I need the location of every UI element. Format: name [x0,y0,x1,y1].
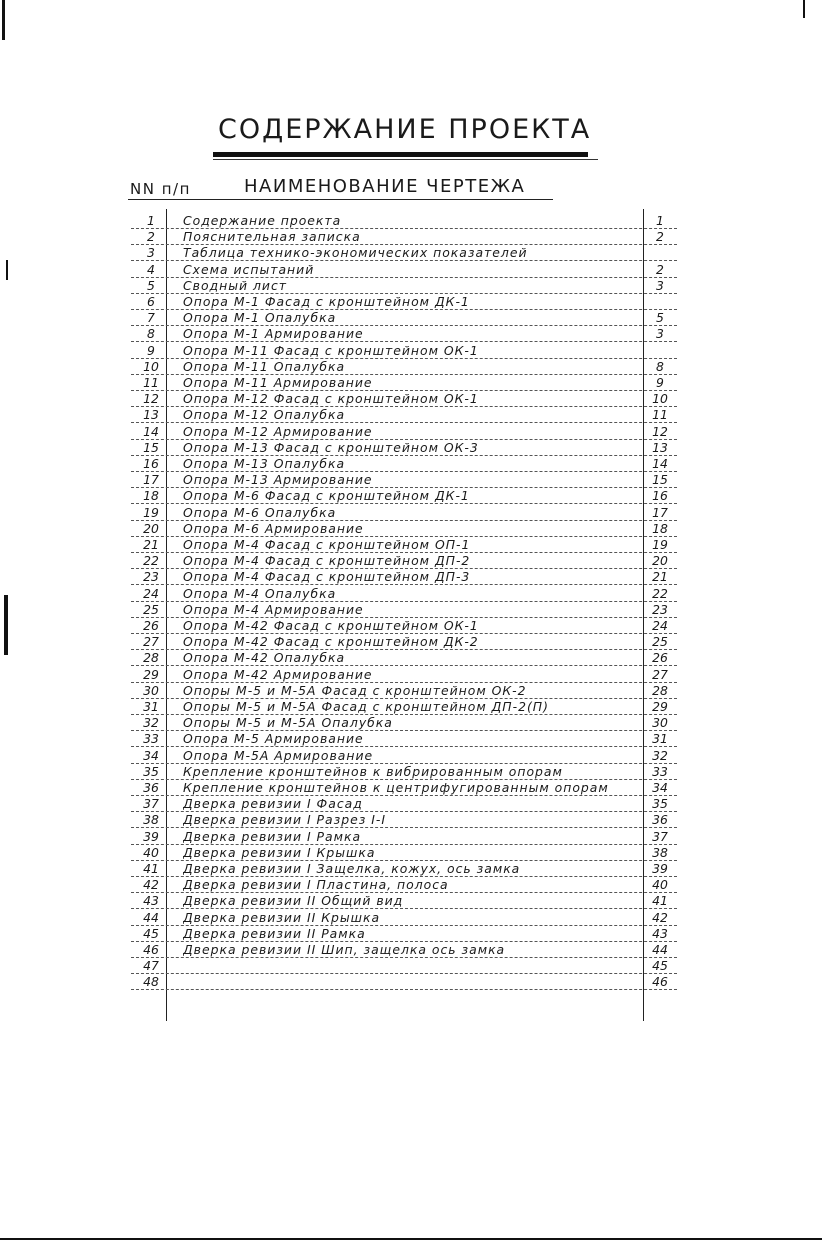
sheet-number: 26 [652,650,668,666]
table-row [131,926,677,942]
row-number: 10 [143,358,159,374]
table-row [131,780,677,796]
table-row [131,229,677,245]
header-underline [128,199,553,200]
sheet-number: 3 [656,326,664,342]
column-header-number: NN п/п [130,180,191,198]
table-row [131,845,677,861]
row-number: 40 [143,844,159,860]
sheet-number: 24 [652,618,668,633]
table-row [131,667,677,683]
drawing-title: Дверка ревизии I Защелка, кожух, ось замка [183,861,521,876]
table-row [131,650,677,666]
sheet-number: 25 [652,634,668,650]
drawing-title: Опора М-11 Опалубка [183,358,346,374]
sheet-number: 29 [652,699,668,714]
sheet-number: 19 [652,537,668,552]
sheet-number: 1 [656,213,664,228]
table-row [131,262,677,278]
drawing-title: Схема испытаний [183,261,315,277]
row-number: 46 [143,942,159,957]
table-row [131,877,677,893]
row-number: 44 [143,909,159,925]
drawing-title: Опоры М-5 и М-5А Фасад с кронштейном ОК-2 [183,682,527,698]
row-number: 30 [143,682,159,698]
row-number: 8 [147,326,155,342]
table-row [131,278,677,294]
sheet-number: 44 [652,942,668,957]
row-number: 21 [143,537,159,552]
drawing-title: Опора М-12 Фасад с кронштейном ОК-1 [183,391,479,407]
sheet-number: 20 [652,553,668,569]
table-row [131,829,677,845]
table-row [131,553,677,569]
table-row [131,424,677,440]
row-number: 28 [143,650,159,666]
row-number: 9 [147,342,155,358]
row-number: 20 [143,520,159,536]
drawing-title: Дверка ревизии II Рамка [183,925,366,941]
table-row [131,974,677,990]
drawing-title: Опора М-13 Фасад с кронштейном ОК-3 [183,439,479,455]
table-row [131,488,677,504]
sheet-number: 30 [652,715,668,731]
sheet-number: 40 [652,877,668,893]
drawing-title: Опора М-12 Армирование [183,423,373,439]
row-number: 31 [143,699,159,714]
row-number: 33 [143,731,159,747]
drawing-title: Пояснительная записка [183,229,361,245]
table-row [131,683,677,699]
table-row [131,505,677,521]
drawing-title: Опора М-1 Фасад с кронштейном ДК-1 [183,294,470,309]
row-number: 7 [147,310,155,326]
drawing-title: Опоры М-5 и М-5А Фасад с кронштейном ДП-2(П) [183,699,549,714]
row-number: 22 [143,553,159,569]
sheet-number: 32 [652,747,668,763]
drawing-title: Опора М-5 Армирование [183,731,364,747]
drawing-title: Опора М-1 Армирование [183,326,364,342]
binding-mark [4,595,8,655]
sheet-number: 34 [652,780,668,795]
drawing-title: Опора М-12 Опалубка [183,407,346,423]
sheet-number: 23 [652,601,668,617]
row-number: 14 [143,423,159,439]
sheet-number: 2 [656,229,664,245]
drawing-title: Опора М-42 Фасад с кронштейном ДК-2 [183,634,479,650]
drawing-title: Опора М-1 Опалубка [183,310,337,326]
sheet-number: 41 [652,893,668,909]
drawing-title: Дверка ревизии II Шип, защелка ось замка [183,942,506,957]
table-row [131,472,677,488]
table-row [131,326,677,342]
table-row [131,294,677,310]
sheet-number: 28 [652,682,668,698]
drawing-title: Опора М-11 Фасад с кронштейном ОК-1 [183,342,479,358]
table-row [131,602,677,618]
binding-mark [6,260,8,280]
table-row [131,310,677,326]
row-number: 18 [143,488,159,504]
sheet-number: 37 [652,828,668,844]
row-number: 43 [143,893,159,909]
row-number: 47 [143,958,159,974]
page-title: СОДЕРЖАНИЕ ПРОЕКТА [218,114,592,145]
sheet-number: 5 [656,310,664,326]
drawing-title: Сводный лист [183,277,287,293]
table-row [131,942,677,958]
row-number: 37 [143,796,159,812]
row-number: 41 [143,861,159,876]
row-number: 3 [147,245,155,261]
row-number: 6 [147,294,155,309]
table-row [131,375,677,391]
table-row [131,893,677,909]
row-number: 4 [147,261,155,277]
drawing-title: Опора М-4 Фасад с кронштейном ДП-3 [183,569,471,585]
contents-table [131,209,677,1021]
row-number: 13 [143,407,159,423]
drawing-title: Крепление кронштейнов к вибрированным опорам [183,763,563,779]
drawing-title: Опора М-42 Армирование [183,666,373,682]
drawing-title: Дверка ревизии I Рамка [183,828,362,844]
table-row [131,796,677,812]
drawing-title: Опоры М-5 и М-5А Опалубка [183,715,393,731]
sheet-number: 18 [652,520,668,536]
table-row [131,731,677,747]
drawing-title: Дверка ревизии I Крышка [183,844,376,860]
table-row [131,715,677,731]
row-number: 25 [143,601,159,617]
row-number: 11 [143,375,159,390]
table-row [131,910,677,926]
sheet-number: 27 [652,666,668,682]
table-row [131,812,677,828]
drawing-title: Дверка ревизии I Пластина, полоса [183,877,449,893]
table-row [131,618,677,634]
sheet-number: 35 [652,796,668,812]
table-row [131,456,677,472]
column-header-name: НАИМЕНОВАНИЕ ЧЕРТЕЖА [244,176,526,197]
sheet-number: 13 [652,439,668,455]
drawing-title: Содержание проекта [183,213,342,228]
drawing-title: Опора М-11 Армирование [183,375,373,390]
row-number: 48 [143,974,159,990]
sheet-number: 39 [652,861,668,876]
sheet-number: 36 [652,812,668,828]
drawing-title: Опора М-4 Фасад с кронштейном ОП-1 [183,537,471,552]
table-row [131,861,677,877]
sheet-number: 3 [656,277,664,293]
table-row [131,245,677,261]
row-number: 39 [143,828,159,844]
table-row [131,391,677,407]
table-row [131,521,677,537]
row-number: 36 [143,780,159,795]
sheet-number: 33 [652,763,668,779]
sheet-number: 14 [652,456,668,471]
sheet-number: 31 [652,731,668,747]
sheet-number: 38 [652,844,668,860]
drawing-title: Опора М-4 Армирование [183,601,364,617]
drawing-title: Опора М-6 Фасад с кронштейном ДК-1 [183,488,470,504]
sheet-number: 16 [652,488,668,504]
sheet-number: 11 [652,407,668,423]
table-row [131,343,677,359]
drawing-title: Дверка ревизии II Крышка [183,909,381,925]
table-row [131,958,677,974]
drawing-title: Дверка ревизии II Общий вид [183,893,404,909]
row-number: 27 [143,634,159,650]
table-row [131,699,677,715]
row-number: 16 [143,456,159,471]
table-row [131,537,677,553]
sheet-number: 45 [652,958,668,974]
sheet-number: 15 [652,472,668,488]
row-number: 29 [143,666,159,682]
sheet-number: 46 [652,974,668,990]
row-number: 45 [143,925,159,941]
page-border-left [2,0,5,40]
sheet-number: 8 [656,358,664,374]
page-border-bottom [0,1238,822,1240]
row-number: 42 [143,877,159,893]
row-number: 1 [147,213,155,228]
row-number: 2 [147,229,155,245]
table-row [131,748,677,764]
table-row [131,586,677,602]
drawing-title: Опора М-4 Фасад с кронштейном ДП-2 [183,553,471,569]
row-number: 35 [143,763,159,779]
sheet-number: 21 [652,569,668,585]
sheet-number: 43 [652,925,668,941]
sheet-number: 9 [656,375,664,390]
drawing-title: Опора М-42 Фасад с кронштейном ОК-1 [183,618,479,633]
sheet-number: 10 [652,391,668,407]
drawing-title: Крепление кронштейнов к центрифугированным опорам [183,780,609,795]
sheet-number: 22 [652,585,668,601]
table-row [131,634,677,650]
drawing-title: Опора М-6 Опалубка [183,504,337,520]
table-row [131,407,677,423]
drawing-title: Таблица технико-экономических показателей [183,245,528,261]
row-number: 38 [143,812,159,828]
row-number: 15 [143,439,159,455]
row-number: 5 [147,277,155,293]
row-number: 23 [143,569,159,585]
drawing-title: Опора М-6 Армирование [183,520,364,536]
drawing-title: Опора М-13 Опалубка [183,456,346,471]
sheet-number: 42 [652,909,668,925]
page-border-right [803,0,805,18]
sheet-number: 2 [656,261,664,277]
row-number: 12 [143,391,159,407]
row-number: 17 [143,472,159,488]
row-number: 24 [143,585,159,601]
row-number: 19 [143,504,159,520]
sheet-number: 17 [652,504,668,520]
row-number: 32 [143,715,159,731]
drawing-title: Дверка ревизии I Разрез I-I [183,812,387,828]
drawing-title: Опора М-42 Опалубка [183,650,346,666]
table-row [131,359,677,375]
table-row [131,569,677,585]
title-underline [213,152,588,157]
table-row [131,213,677,229]
table-row [131,764,677,780]
drawing-title: Опора М-13 Армирование [183,472,373,488]
drawing-title: Дверка ревизии I Фасад [183,796,363,812]
table-row [131,440,677,456]
sheet-number: 12 [652,423,668,439]
row-number: 26 [143,618,159,633]
drawing-title: Опора М-5А Армирование [183,747,374,763]
title-underline-thin [213,159,598,160]
row-number: 34 [143,747,159,763]
drawing-title: Опора М-4 Опалубка [183,585,337,601]
